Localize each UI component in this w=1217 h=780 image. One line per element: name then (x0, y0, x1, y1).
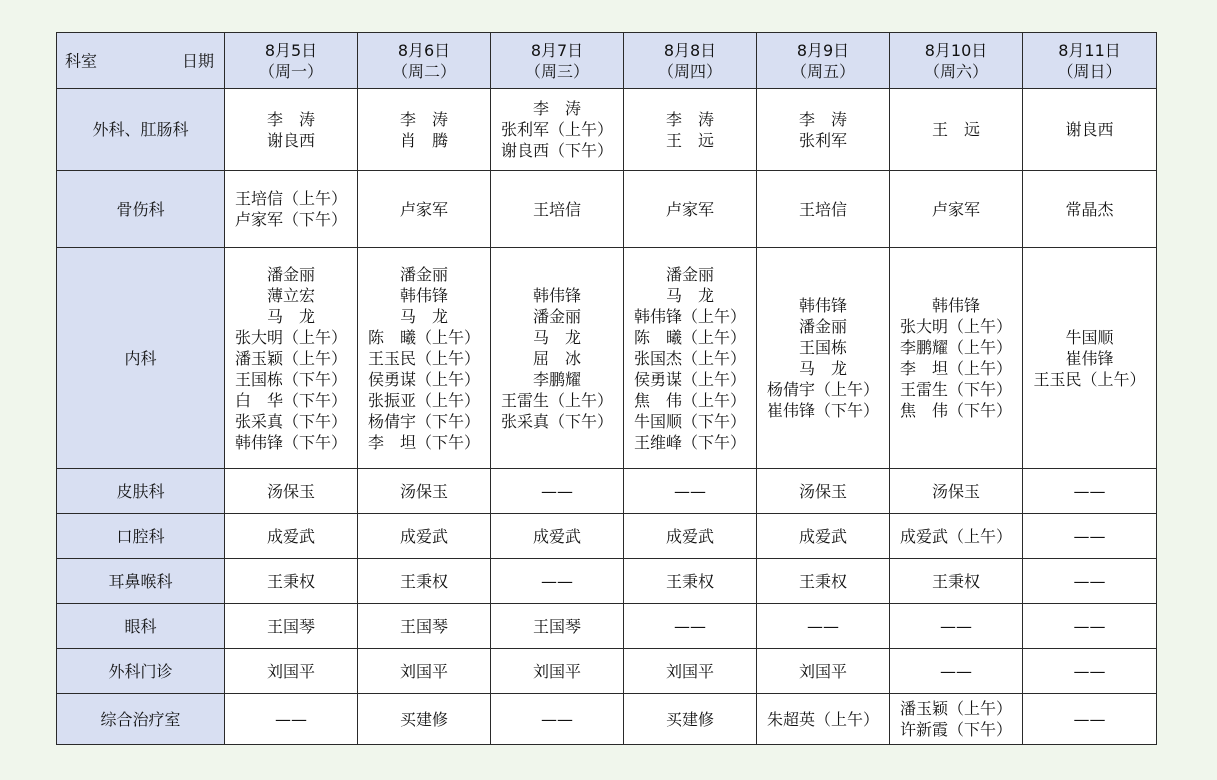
duty-cell (1023, 469, 1157, 514)
duty-cell (491, 604, 624, 649)
doctor-list (666, 526, 714, 547)
duty-cell (1023, 89, 1157, 171)
duty-cell (491, 469, 624, 514)
doctor-name: 侯勇谋（上午） (367, 369, 480, 389)
day-header-cell (757, 33, 890, 89)
doctor-list (267, 526, 315, 547)
day-header-cell (358, 33, 491, 89)
doctor-list (767, 709, 879, 730)
doctor-name: 韩伟锋（上午） (633, 306, 746, 326)
doctor-name: 王秉权 (266, 571, 315, 591)
doctor-list (767, 295, 879, 421)
doctor-list (932, 481, 980, 502)
day-date: 8月6日 (397, 40, 451, 60)
doctor-list (400, 109, 448, 151)
doctor-name: —— (674, 481, 706, 501)
doctor-name: 王玉民（上午） (367, 348, 480, 368)
doctor-list (932, 119, 980, 140)
duty-cell (890, 604, 1023, 649)
doctor-list (666, 661, 714, 682)
duty-cell (624, 248, 757, 469)
doctor-name: 潘玉颖（上午） (234, 348, 347, 368)
duty-cell (890, 694, 1023, 745)
duty-cell (358, 694, 491, 745)
day-weekday: （周二） (391, 61, 456, 81)
doctor-list (940, 661, 972, 682)
doctor-list (674, 616, 706, 637)
doctor-list (541, 481, 573, 502)
duty-cell (624, 514, 757, 559)
duty-cell (624, 604, 757, 649)
doctor-name: 王雷生（上午） (500, 390, 613, 410)
duty-cell (890, 559, 1023, 604)
duty-cell (491, 171, 624, 248)
duty-cell (358, 649, 491, 694)
duty-cell (491, 649, 624, 694)
doctor-name: 谢良西 (266, 130, 315, 150)
doctor-name: 潘金丽 (532, 306, 581, 326)
doctor-name: 焦 伟（下午） (899, 401, 1012, 420)
day-date: 8月5日 (264, 40, 318, 60)
doctor-name: 李 涛 (665, 109, 714, 129)
table-row (57, 649, 1157, 694)
duty-schedule-table (56, 32, 1157, 745)
doctor-name: 张采真（下午） (500, 411, 613, 431)
doctor-name: 韩伟锋 (798, 296, 847, 315)
doctor-list (799, 661, 847, 682)
duty-cell (624, 649, 757, 694)
table-row (57, 469, 1157, 514)
doctor-list (235, 264, 347, 453)
day-date: 8月7日 (530, 40, 584, 60)
doctor-name: 常晶杰 (1065, 199, 1114, 219)
doctor-name: 谢良西 (1065, 120, 1114, 139)
doctor-name: 汤保玉 (931, 481, 980, 501)
doctor-name: 李 涛 (266, 109, 315, 129)
doctor-list (1065, 199, 1113, 220)
day-date: 8月11日 (1058, 40, 1121, 60)
doctor-name: 刘国平 (266, 661, 315, 681)
department-cell: 皮肤科 (57, 469, 225, 514)
doctor-name: 牛国顺 (1065, 327, 1114, 347)
department-cell: 口腔科 (57, 514, 225, 559)
doctor-list (900, 295, 1012, 421)
duty-cell (757, 469, 890, 514)
duty-cell (225, 248, 358, 469)
doctor-name: 侯勇谋（上午） (633, 369, 746, 389)
doctor-name: 买建修 (665, 709, 714, 729)
day-header-cell (491, 33, 624, 89)
doctor-list (900, 526, 1012, 547)
doctor-list (1074, 709, 1106, 730)
doctor-name: 潘金丽 (665, 264, 714, 284)
doctor-list (666, 709, 714, 730)
duty-cell (757, 171, 890, 248)
doctor-name: 成爱武（上午） (899, 526, 1012, 546)
duty-cell (890, 89, 1023, 171)
duty-cell (757, 649, 890, 694)
doctor-list (666, 109, 714, 151)
doctor-name: —— (1073, 709, 1106, 729)
doctor-name: 李 坦（下午） (367, 432, 480, 452)
doctor-list (533, 616, 581, 637)
doctor-name: 张采真（下午） (234, 411, 347, 431)
doctor-name: 薄立宏 (266, 285, 315, 305)
doctor-name: 崔伟锋（下午） (766, 401, 879, 420)
duty-cell (1023, 248, 1157, 469)
doctor-list (275, 709, 307, 730)
doctor-name: 刘国平 (665, 661, 714, 681)
department-cell: 综合治疗室 (57, 694, 225, 745)
duty-cell (1023, 694, 1157, 745)
doctor-name: 李鹏耀 (532, 369, 581, 389)
doctor-name: 李 涛 (798, 109, 847, 129)
duty-cell (358, 171, 491, 248)
day-header-cell (1023, 33, 1157, 89)
doctor-name: 刘国平 (798, 661, 847, 681)
doctor-list (400, 616, 448, 637)
doctor-list (940, 616, 972, 637)
doctor-name: —— (1073, 526, 1106, 546)
doctor-name: 汤保玉 (399, 481, 448, 501)
doctor-name: 杨倩宇（上午） (766, 380, 879, 399)
doctor-list (400, 571, 448, 592)
duty-cell (890, 248, 1023, 469)
doctor-name: 刘国平 (532, 661, 581, 681)
day-date: 8月10日 (924, 40, 988, 60)
doctor-name: 潘金丽 (798, 317, 847, 336)
doctor-name: 潘金丽 (399, 264, 448, 284)
duty-cell (624, 469, 757, 514)
department-cell: 骨伤科 (57, 171, 225, 248)
doctor-name: 张大明（上午） (899, 317, 1012, 336)
doctor-name: —— (1073, 481, 1106, 501)
doctor-name: 马 龙 (665, 285, 714, 305)
doctor-name: 潘玉颖（上午） (899, 699, 1012, 718)
duty-cell (358, 604, 491, 649)
doctor-list (267, 616, 315, 637)
doctor-list (1074, 616, 1106, 637)
doctor-name: 买建修 (399, 709, 448, 729)
doctor-name: 潘金丽 (266, 264, 315, 284)
doctor-name: —— (674, 616, 706, 636)
doctor-name: 王培信 (532, 199, 581, 219)
doctor-name: 王秉权 (798, 571, 847, 591)
doctor-list (501, 285, 613, 432)
doctor-list (1033, 327, 1145, 390)
doctor-list (267, 661, 315, 682)
doctor-name: 朱超英（上午） (766, 709, 879, 729)
doctor-list (674, 481, 706, 502)
doctor-list (400, 709, 448, 730)
department-cell: 耳鼻喉科 (57, 559, 225, 604)
doctor-list (799, 199, 847, 220)
doctor-list (1074, 526, 1106, 547)
day-weekday: （周六） (923, 61, 988, 81)
doctor-name: 韩伟锋（下午） (234, 432, 347, 452)
duty-cell (757, 89, 890, 171)
doctor-list (634, 264, 746, 453)
doctor-name: 王雷生（下午） (899, 380, 1012, 399)
duty-cell (491, 694, 624, 745)
doctor-name: 焦 伟（上午） (633, 390, 746, 410)
doctor-name: 成爱武 (532, 526, 581, 546)
doctor-name: 李 涛 (399, 109, 448, 129)
duty-cell (225, 649, 358, 694)
duty-cell (358, 559, 491, 604)
doctor-name: 王国琴 (399, 616, 448, 636)
day-header-cell (624, 33, 757, 89)
doctor-name: 卢家军（下午） (234, 210, 347, 229)
doctor-name: 王国琴 (532, 616, 581, 636)
doctor-name: 李 坦（上午） (899, 359, 1012, 378)
duty-cell (225, 469, 358, 514)
doctor-name: 卢家军 (931, 199, 980, 219)
duty-cell (358, 514, 491, 559)
doctor-list (1074, 571, 1106, 592)
day-weekday: （周一） (258, 61, 323, 81)
duty-cell (491, 514, 624, 559)
header-row (57, 33, 1157, 89)
day-header-cell (225, 33, 358, 89)
duty-cell (624, 89, 757, 171)
doctor-name: 卢家军 (399, 199, 448, 219)
department-cell: 外科、肛肠科 (57, 89, 225, 171)
department-cell: 外科门诊 (57, 649, 225, 694)
doctor-name: —— (940, 616, 972, 636)
duty-cell (757, 514, 890, 559)
doctor-name: 张国杰（上午） (633, 348, 746, 368)
doctor-list (799, 481, 847, 502)
day-date: 8月8日 (663, 40, 717, 60)
duty-cell (1023, 649, 1157, 694)
duty-cell (491, 559, 624, 604)
doctor-list (666, 199, 714, 220)
doctor-name: 卢家军 (665, 199, 714, 219)
duty-cell (1023, 171, 1157, 248)
doctor-list (1074, 481, 1106, 502)
doctor-list (368, 264, 480, 453)
doctor-list (799, 571, 847, 592)
doctor-list (799, 109, 847, 151)
doctor-name: 成爱武 (399, 526, 448, 546)
doctor-name: —— (541, 481, 573, 501)
doctor-list (1074, 661, 1106, 682)
doctor-name: 李鹏耀（上午） (899, 338, 1012, 357)
doctor-name: 王培信 (798, 199, 847, 219)
doctor-name: 王维峰（下午） (633, 432, 746, 452)
duty-cell (890, 514, 1023, 559)
doctor-name: 马 龙 (266, 306, 315, 326)
doctor-list (533, 199, 581, 220)
duty-cell (225, 171, 358, 248)
doctor-list (400, 481, 448, 502)
duty-cell (757, 248, 890, 469)
day-weekday: （周三） (524, 61, 589, 81)
doctor-list (932, 199, 980, 220)
duty-cell (491, 89, 624, 171)
duty-cell (358, 469, 491, 514)
table-row (57, 89, 1157, 171)
doctor-name: 刘国平 (399, 661, 448, 681)
duty-cell (225, 559, 358, 604)
doctor-list (541, 571, 573, 592)
doctor-name: 王国栋（下午） (234, 369, 347, 389)
table-row (57, 248, 1157, 469)
doctor-name: 王秉权 (931, 571, 980, 591)
duty-cell (624, 171, 757, 248)
doctor-name: 韩伟锋 (532, 285, 581, 305)
doctor-name: 韩伟锋 (931, 296, 980, 315)
doctor-list (932, 571, 980, 592)
doctor-name: 陈 曦（上午） (633, 327, 746, 347)
department-cell: 眼科 (57, 604, 225, 649)
table-row (57, 694, 1157, 745)
doctor-name: 王国栋 (798, 338, 847, 357)
duty-cell (890, 171, 1023, 248)
date-column-label: 日期 (181, 51, 214, 70)
doctor-name: 王秉权 (665, 571, 714, 591)
day-header-cell (890, 33, 1023, 89)
doctor-list (541, 709, 573, 730)
doctor-list (799, 526, 847, 547)
table-row (57, 604, 1157, 649)
doctor-name: 王 远 (665, 130, 714, 150)
doctor-list (400, 199, 448, 220)
doctor-name: 张振亚（上午） (367, 390, 480, 410)
duty-cell (624, 694, 757, 745)
doctor-name: 崔伟锋 (1065, 348, 1114, 368)
duty-cell (890, 469, 1023, 514)
day-weekday: （周五） (790, 61, 855, 81)
doctor-list (533, 661, 581, 682)
doctor-list (807, 616, 839, 637)
corner-header-cell (57, 33, 225, 89)
doctor-name: 汤保玉 (798, 481, 847, 501)
duty-cell (1023, 559, 1157, 604)
doctor-name: 张利军（上午） (500, 120, 613, 139)
doctor-name: 李 涛 (532, 99, 581, 118)
doctor-name: 成爱武 (266, 526, 315, 546)
doctor-name: 成爱武 (665, 526, 714, 546)
doctor-list (235, 188, 347, 230)
duty-cell (757, 694, 890, 745)
doctor-name: 陈 曦（上午） (367, 327, 480, 347)
duty-cell (225, 514, 358, 559)
table-row (57, 559, 1157, 604)
doctor-name: —— (1073, 616, 1106, 636)
doctor-list (400, 526, 448, 547)
duty-cell (491, 248, 624, 469)
doctor-list (666, 571, 714, 592)
doctor-list (501, 98, 613, 161)
doctor-name: 马 龙 (798, 359, 847, 378)
doctor-list (400, 661, 448, 682)
doctor-name: 牛国顺（下午） (633, 411, 746, 431)
doctor-name: —— (541, 571, 573, 591)
duty-cell (624, 559, 757, 604)
duty-cell (225, 694, 358, 745)
doctor-name: 王国琴 (266, 616, 315, 636)
doctor-list (533, 526, 581, 547)
duty-cell (225, 89, 358, 171)
duty-cell (225, 604, 358, 649)
doctor-name: —— (807, 616, 839, 636)
doctor-name: —— (940, 661, 972, 681)
day-weekday: （周日） (1057, 61, 1122, 81)
doctor-list (267, 109, 315, 151)
duty-cell (358, 248, 491, 469)
doctor-name: —— (1073, 661, 1106, 681)
doctor-name: 王秉权 (399, 571, 448, 591)
doctor-name: 杨倩宇（下午） (367, 411, 480, 431)
doctor-name: 王 远 (931, 120, 980, 139)
doctor-name: 肖 腾 (399, 130, 448, 150)
doctor-list (267, 571, 315, 592)
doctor-name: 张利军 (798, 130, 847, 150)
table-row (57, 171, 1157, 248)
doctor-name: 王培信（上午） (234, 189, 347, 208)
duty-cell (1023, 514, 1157, 559)
day-date: 8月9日 (796, 40, 850, 60)
doctor-name: 马 龙 (532, 327, 581, 347)
doctor-name: —— (1073, 571, 1106, 591)
doctor-name: 白 华（下午） (234, 390, 347, 410)
doctor-name: —— (275, 709, 307, 729)
doctor-name: —— (541, 709, 573, 729)
day-weekday: （周四） (657, 61, 722, 81)
doctor-name: 许新霞（下午） (899, 720, 1012, 739)
duty-cell (1023, 604, 1157, 649)
duty-cell (890, 649, 1023, 694)
dept-column-label: 科室 (65, 51, 98, 70)
doctor-name: 马 龙 (399, 306, 448, 326)
doctor-name: 王玉民（上午） (1033, 369, 1146, 389)
doctor-name: 成爱武 (798, 526, 847, 546)
doctor-list (267, 481, 315, 502)
doctor-list (1065, 119, 1113, 140)
doctor-name: 谢良西（下午） (500, 141, 613, 160)
doctor-list (900, 698, 1012, 740)
doctor-name: 汤保玉 (266, 481, 315, 501)
doctor-name: 韩伟锋 (399, 285, 448, 305)
duty-cell (757, 559, 890, 604)
duty-cell (757, 604, 890, 649)
table-row (57, 514, 1157, 559)
duty-cell (358, 89, 491, 171)
doctor-name: 屈 冰 (532, 348, 581, 368)
doctor-name: 张大明（上午） (234, 327, 347, 347)
department-cell: 内科 (57, 248, 225, 469)
